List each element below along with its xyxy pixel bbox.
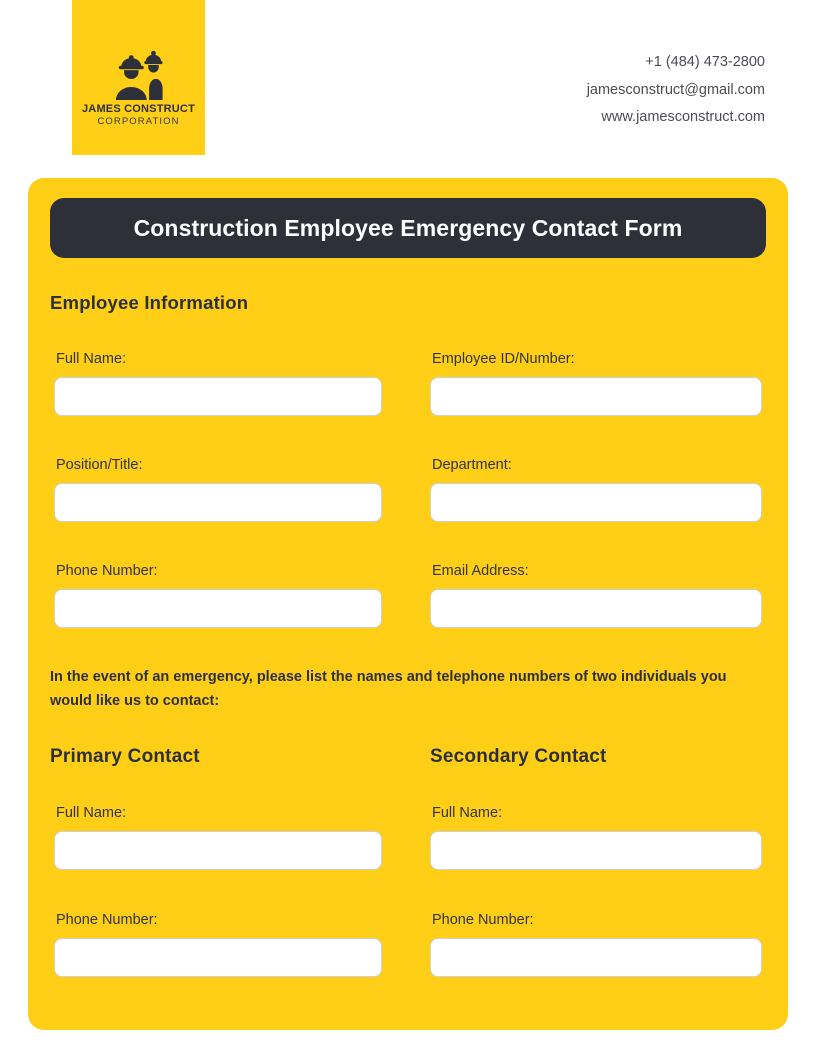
primary-full-name-label: Full Name: [56,805,127,821]
secondary-phone-label: Phone Number: [432,912,534,928]
secondary-contact-heading: Secondary Contact [430,746,607,767]
primary-phone-label: Phone Number: [56,912,158,928]
field-primary-phone [54,910,382,977]
secondary-full-name-input[interactable] [430,831,762,870]
employee-id-label: Employee ID/Number: [432,351,575,367]
phone-number-label: Phone Number: [56,563,158,579]
primary-phone-input[interactable] [54,938,382,977]
position-title-input[interactable] [54,483,382,522]
email-address-label: Email Address: [432,563,529,579]
form-title-bar [50,198,766,258]
contact-info [587,49,765,132]
employee-information-heading: Employee Information [50,292,249,313]
field-primary-full-name [54,803,382,870]
phone-number-input[interactable] [54,589,382,628]
emergency-note: In the event of an emergency, please list the names and telephone numbers of two individuals you would like us to contact: [50,669,727,709]
contacts-fields [28,803,788,977]
form-title: Construction Employee Emergency Contact Form [133,214,683,241]
employee-fields [28,349,788,628]
secondary-full-name-label: Full Name: [432,805,503,821]
field-phone-number [54,561,382,628]
contact-website: www.jamesconstruct.com [601,109,765,125]
field-secondary-full-name [430,803,762,870]
position-title-label: Position/Title: [56,457,143,473]
field-employee-id [430,349,762,416]
full-name-label: Full Name: [56,351,127,367]
field-full-name [54,349,382,416]
field-email-address [430,561,762,628]
email-address-input[interactable] [430,589,762,628]
primary-contact-heading: Primary Contact [50,746,200,767]
contact-phone: +1 (484) 473-2800 [645,54,765,70]
secondary-phone-input[interactable] [430,938,762,977]
logo-company-name: JAMES CONSTRUCT [81,103,195,115]
department-label: Department: [432,457,512,473]
employee-id-input[interactable] [430,377,762,416]
logo-company-subtitle: CORPORATION [97,116,180,127]
primary-full-name-input[interactable] [54,831,382,870]
field-position-title [54,455,382,522]
field-secondary-phone [430,910,762,977]
field-department [430,455,762,522]
contacts-headings [28,745,788,769]
company-logo [72,0,205,155]
form-card [28,178,788,1030]
construction-workers-icon [110,48,168,100]
full-name-input[interactable] [54,377,382,416]
department-input[interactable] [430,483,762,522]
letterhead [0,0,816,155]
contact-email: jamesconstruct@gmail.com [586,81,765,98]
